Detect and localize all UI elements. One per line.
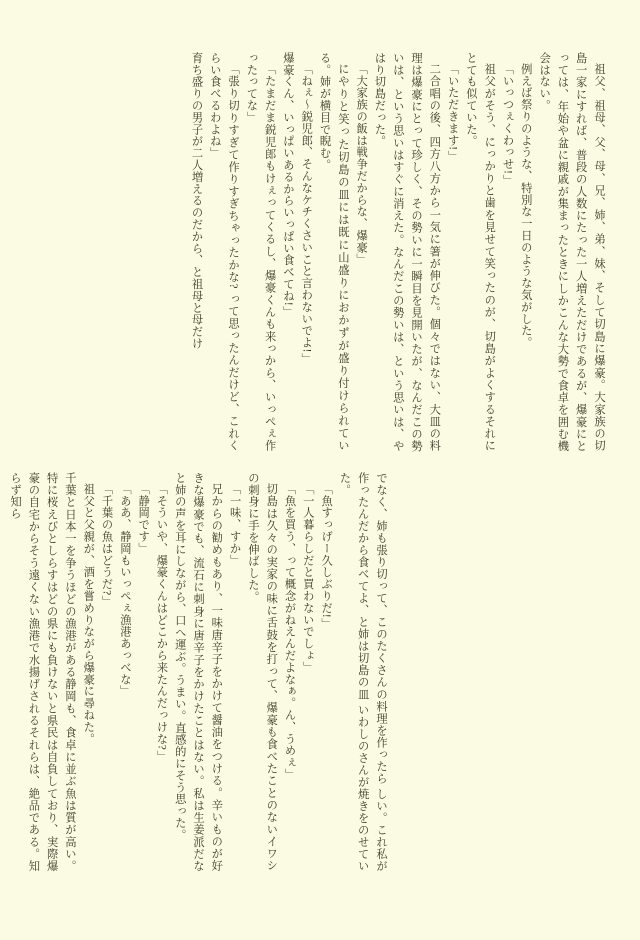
paragraph: 兄からの勧めもあり、一味唐辛子をかけて醤油をつける。辛いものが好きな爆豪でも、流石に刺身に唐辛子をかけたことはない。私は生姜派だなと姉の声を耳にしながら、口へ運ぶ。うまい。直感的にそう思った。 (173, 472, 223, 872)
paragraph: 「大家族の飯は戦争だからな、爆豪」 (355, 63, 368, 266)
paragraph: 「いっつぇくわっせ!」 (501, 63, 514, 187)
paragraph: 「千葉の魚はどうだ?」 (100, 483, 113, 608)
paragraph: 育ち盛りの男子が二人増えるのだから、と祖母と母だけ (190, 52, 203, 350)
text-block-upper (190, 52, 608, 452)
paragraph: 祖父と父親が、酒を嘗めりながら爆豪に尋ねた。 (82, 483, 95, 746)
paragraph: 爆豪くん、いっぱいあるからいっぱい食べてね!」 (281, 52, 294, 319)
paragraph: 祖父がそう、にっかりと歯を見せて笑ったのが、切島がよくするそれにとても似ていた。 (464, 52, 496, 452)
paragraph: 「たまだま鋭児郎もけぇってくるし、爆豪くんも来っから、いっぺぇ作ったってな」 (245, 52, 276, 452)
paragraph: 「魚を買う、って概念がねえんだよなぁ。ん、うめぇ」 (283, 483, 296, 781)
paragraph: にやりと笑った切島の皿には既に山盛りにおかずが盛り付けられている。姉が横目で睨む。 (318, 52, 349, 452)
paragraph: 「張り切りすぎて作りすぎちゃったかな? って思ったんだけど、これくらい食べるわよね」 (208, 52, 240, 452)
paragraph: 切島は久々の実家の味に舌鼓を打って、爆豪も食べたことのないイワシの刺身に手を伸ばした。 (246, 472, 278, 872)
paragraph: 「一人暮らしだと買わないでしょ」 (301, 483, 314, 674)
paragraph: 二合唱の後、四方八方から一気に箸が伸びた。個々ではない、大皿の料理は爆豪にとって珍しく、その勢いに一瞬目を見開いたが、なんだこの勢いは、という思いはすぐに消えた。なんだこの勢いは、という思いは、やはり切島だった。 (373, 52, 441, 452)
paragraph: 千葉と日本一を争うほどの漁港がある静岡も、食卓に並ぶ魚は質が高い。特に桜えびとしらすはどの県にも負けないと県民は自負しており、実際爆豪の自宅からそう遠くない漁港で水揚げされるそれらは、絶品である。知らず知ら (9, 472, 76, 872)
text-block-lower (9, 472, 390, 872)
paragraph: 「そういや、爆豪くんはどこから来たんだっけな?」 (155, 483, 168, 763)
paragraph: 例えば祭りのような、特別な一日のような気がした。 (519, 63, 532, 349)
paragraph: 「魚すっげー久しぶりだ!」 (320, 483, 333, 631)
paragraph: でなく、姉も張り切って、このたくさんの料理を作ったら しい。これ私が作ったんだから食べてよ、と姉は切島の皿 いわしのさんが焼きをのせていた。 (338, 472, 387, 872)
paragraph: 「ねぇ～鋭児郎、そんなケチくさいこと言わないでよ!」 (300, 63, 313, 366)
paragraph: 「いただきます!」 (446, 63, 459, 163)
paragraph: 祖父、祖母、父、母、兄、姉、弟、妹、そして切島に爆豪。大家族の切島一家にすれば、普段の人数にたった一人増えただけであるが、爆豪にとっては、年始や盆に親戚が集まったときにしかこんな大勢で食卓を囲む機会はない。 (538, 52, 605, 452)
paragraph: 「静岡です」 (137, 483, 150, 555)
paragraph: 「一味、すか」 (228, 483, 241, 567)
paragraph: 「ああ、静岡もいっぺぇ漁港あっべな」 (118, 483, 131, 698)
